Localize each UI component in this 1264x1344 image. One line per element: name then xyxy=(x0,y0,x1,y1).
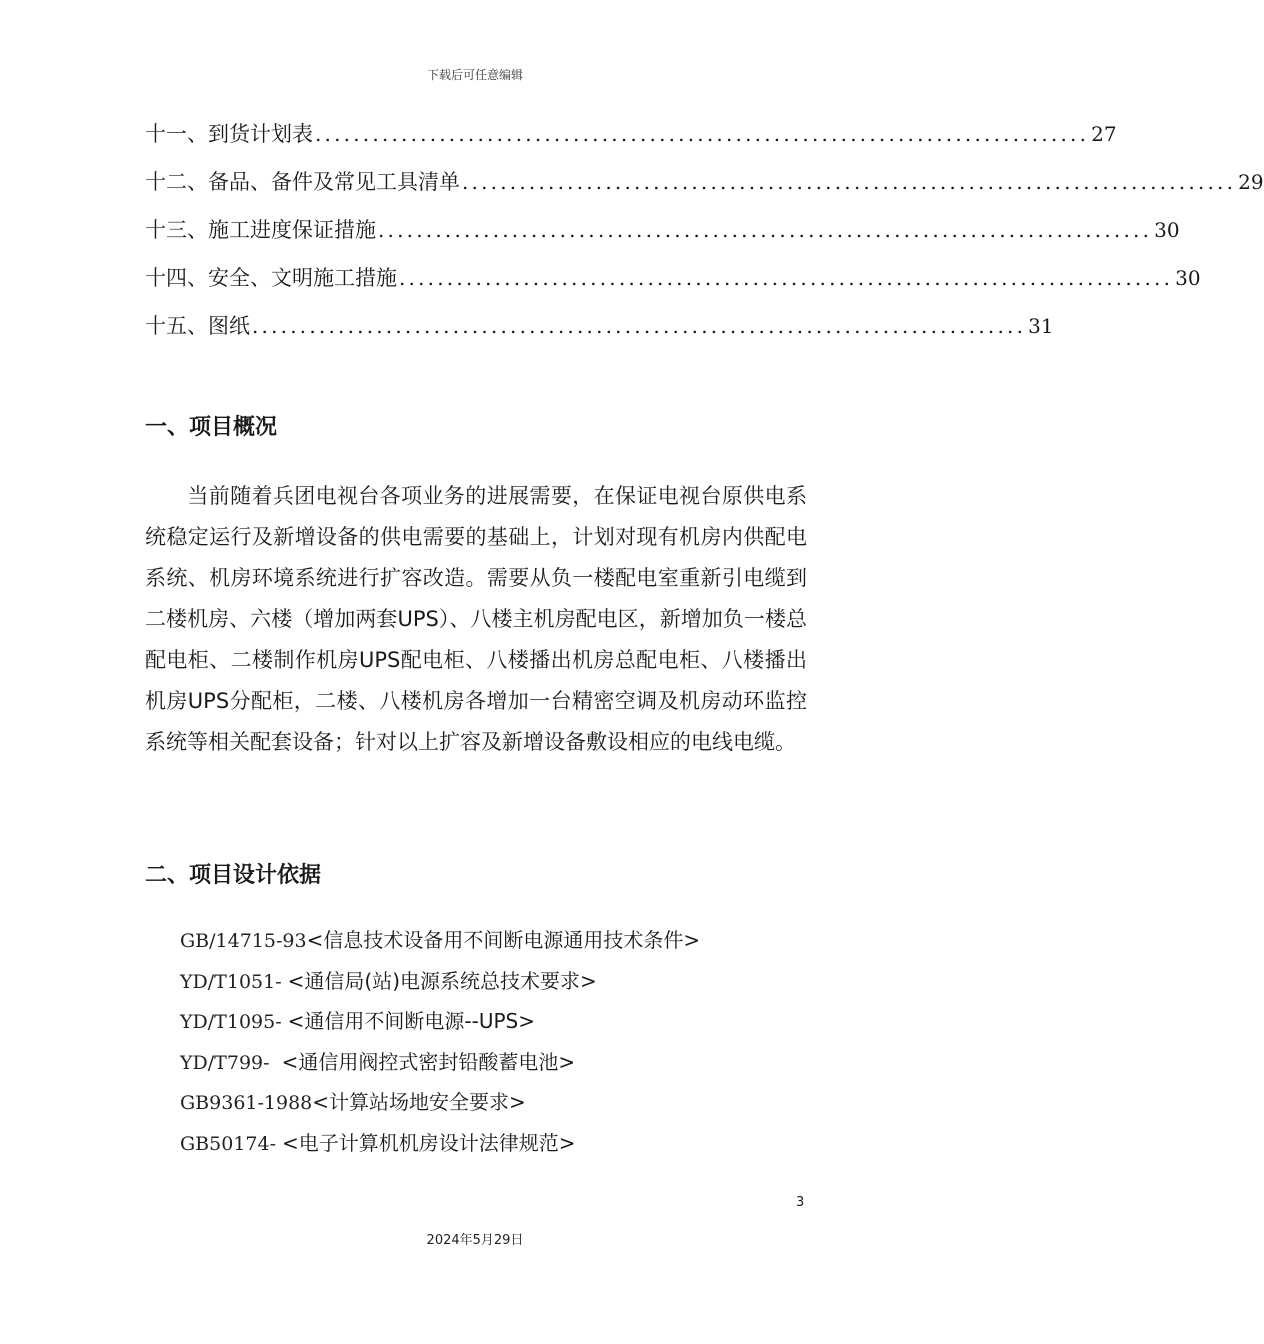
toc-entry-page: 30 xyxy=(1175,266,1201,290)
standard-item xyxy=(180,1001,820,1042)
standard-title: <通信用阀控式密封铅酸蓄电池> xyxy=(281,1049,576,1074)
standard-code: YD/T1095- xyxy=(180,1011,288,1033)
standard-title: <通信用不间断电源--UPS> xyxy=(287,1009,536,1033)
toc-entry-page: 30 xyxy=(1154,218,1180,242)
toc-entry-title: 十五、图纸 xyxy=(145,314,250,338)
toc-entry-title: 十四、安全、文明施工措施 xyxy=(145,266,397,290)
standard-code: GB9361-1988 xyxy=(180,1092,313,1114)
standard-code: YD/T1051- xyxy=(180,970,288,993)
page-number: 3 xyxy=(796,1195,805,1210)
standard-title: <电子计算机机房设计法律规范> xyxy=(282,1130,576,1155)
table-of-contents xyxy=(145,118,1264,358)
standard-code: YD/T799- xyxy=(180,1051,282,1074)
toc-entry-page: 27 xyxy=(1091,122,1117,146)
toc-leader-dots: ................................................................................. xyxy=(315,122,1090,146)
toc-entry[interactable] xyxy=(145,166,1264,214)
page-header: 下载后可任意编辑 xyxy=(426,68,523,82)
section-heading-design-basis: 二、项目设计依据 xyxy=(145,863,322,888)
standard-item xyxy=(180,1042,820,1083)
toc-entry-title: 十一、到货计划表 xyxy=(145,122,313,146)
standard-code: GB/14715-93 xyxy=(180,930,307,952)
standard-item xyxy=(180,1123,820,1164)
toc-entry[interactable] xyxy=(145,214,1180,262)
toc-entry-title: 十二、备品、备件及常见工具清单 xyxy=(145,170,460,194)
toc-entry[interactable] xyxy=(145,310,1054,358)
footer-date: 2024年5月29日 xyxy=(426,1233,524,1248)
standard-title: <计算站场地安全要求> xyxy=(312,1090,526,1114)
section-heading-overview: 一、项目概况 xyxy=(145,415,278,440)
toc-leader-dots: ................................................................................. xyxy=(399,266,1174,290)
standard-item xyxy=(180,920,820,961)
toc-entry[interactable] xyxy=(145,262,1201,310)
standard-code: GB50174- xyxy=(180,1132,283,1155)
toc-leader-dots: ................................................................................. xyxy=(378,218,1153,242)
standard-item xyxy=(180,961,820,1002)
toc-entry-page: 29 xyxy=(1238,170,1264,194)
toc-leader-dots: ................................................................................. xyxy=(462,170,1237,194)
overview-text: 当前随着兵团电视台各项业务的进展需要，在保证电视台原供电系统稳定运行及新增设备的供电需要的基础上，计划对现有机房内供配电系统、机房环境系统进行扩容改造。需要从负一楼配电室重新引电缆到二楼机房、六楼（增加两套UPS）、八楼主机房配电区，新增加负一楼总配电柜、二楼制作机房UPS配电柜、八楼播出机房总配电柜、八楼播出机房UPS分配柜，二楼、八楼机房各增加一台精密空调及机房动环监控系统等相关配套设备；针对以上扩容及新增设备敷设相应的电线电缆。 xyxy=(145,484,807,754)
overview-paragraph xyxy=(145,476,807,763)
standard-item xyxy=(180,1082,820,1123)
toc-entry-page: 31 xyxy=(1028,314,1054,338)
toc-leader-dots: ................................................................................. xyxy=(252,314,1027,338)
standard-title: <通信局(站)电源系统总技术要求> xyxy=(287,968,597,993)
toc-entry[interactable] xyxy=(145,118,1117,166)
standards-list xyxy=(180,920,820,1163)
toc-entry-title: 十三、施工进度保证措施 xyxy=(145,218,376,242)
standard-title: <信息技术设备用不间断电源通用技术条件> xyxy=(306,928,701,952)
